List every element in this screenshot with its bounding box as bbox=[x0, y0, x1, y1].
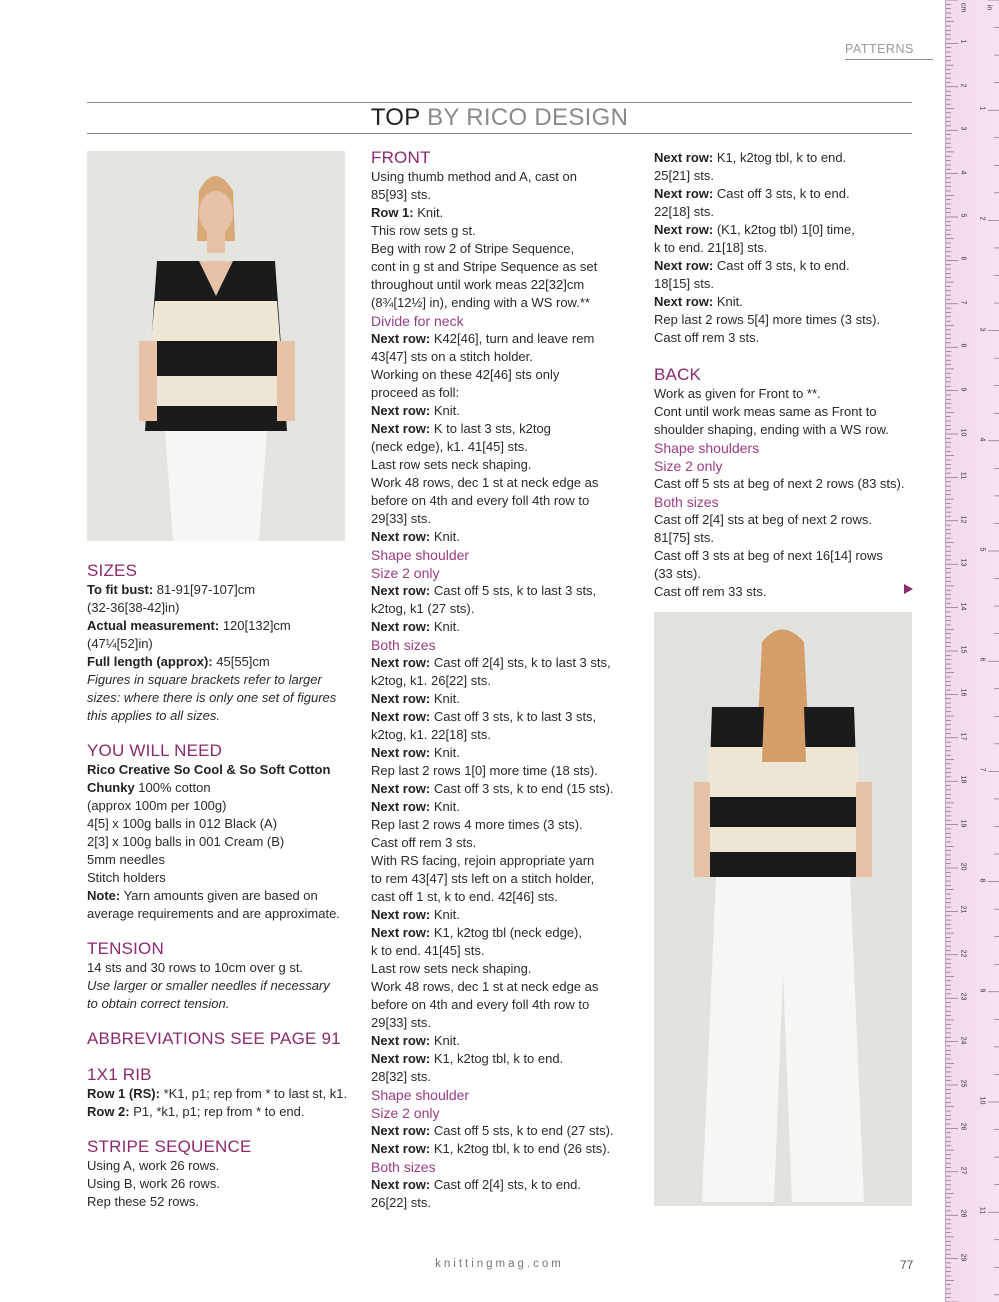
instruction-line: Next row: K42[46], turn and leave rem bbox=[371, 331, 595, 346]
instruction-line: Next row: (K1, k2tog tbl) 1[0] time, bbox=[654, 222, 855, 237]
instruction-line: to rem 43[47] sts left on a stitch holder, bbox=[371, 871, 595, 886]
back-line: Cont until work meas same as Front to bbox=[654, 404, 877, 419]
ruler-cm-number: 9 bbox=[959, 387, 967, 392]
instruction-line: Next row: Knit. bbox=[371, 745, 460, 760]
actual-measurement: Actual measurement: 120[132]cm bbox=[87, 618, 291, 633]
instruction-line: Next row: Cast off 3 sts, k to end (15 sts). bbox=[371, 781, 614, 796]
page-number: 77 bbox=[900, 1258, 914, 1272]
yarn-line-1: Rico Creative So Cool & So Soft Cotton bbox=[87, 762, 331, 777]
front-line: Row 1: Knit. bbox=[371, 205, 444, 220]
instruction-line: 28[32] sts. bbox=[371, 1069, 431, 1084]
yarn-line-4: 4[5] x 100g balls in 012 Black (A) bbox=[87, 816, 278, 831]
size-2-heading: Size 2 only bbox=[371, 565, 440, 581]
to-fit-bust: To fit bust: 81-91[97-107]cm bbox=[87, 582, 256, 597]
stitch-holders: Stitch holders bbox=[87, 870, 166, 885]
front-line: cont in g st and Stripe Sequence as set bbox=[371, 259, 598, 274]
instruction-line: Next row: Cast off 3 sts, k to end. bbox=[654, 258, 850, 273]
instruction-line: Rep last 2 rows 4 more times (3 sts). bbox=[371, 817, 583, 832]
instruction-line: Next row: K1, k2tog tbl, k to end (26 sts). bbox=[371, 1141, 611, 1156]
rib-heading: 1X1 RIB bbox=[87, 1065, 152, 1084]
instruction-line: Next row: Knit. bbox=[371, 691, 460, 706]
ruler-inch-number: 8 bbox=[978, 878, 986, 883]
ruler-inch-number: 4 bbox=[978, 437, 986, 442]
stripe-2: Using B, work 26 rows. bbox=[87, 1176, 220, 1191]
both-sizes-heading-3: Both sizes bbox=[654, 494, 719, 510]
instruction-line: 29[33] sts. bbox=[371, 1015, 431, 1030]
both-sizes-heading-2: Both sizes bbox=[371, 1159, 436, 1175]
ruler-cm-number: 18 bbox=[959, 775, 967, 784]
ruler-cm-number: 6 bbox=[959, 256, 967, 261]
instruction-line: Working on these 42[46] sts only bbox=[371, 367, 560, 382]
ruler-cm-number: 25 bbox=[959, 1079, 967, 1088]
instruction-line: k2tog, k1. 22[18] sts. bbox=[371, 727, 491, 742]
instruction-line: Next row: Cast off 5 sts, k to end (27 sts). bbox=[371, 1123, 614, 1138]
ruler-inch-number: 2 bbox=[978, 216, 986, 221]
title-part1: TOP bbox=[370, 104, 421, 131]
yarn-note: Note: Yarn amounts given are based on bbox=[87, 888, 318, 903]
instruction-line: Rep last 2 rows 1[0] more time (18 sts). bbox=[371, 763, 598, 778]
yarn-line-3: (approx 100m per 100g) bbox=[87, 798, 227, 813]
ruler-cm-number: 8 bbox=[959, 343, 967, 348]
abbreviations-heading: ABBREVIATIONS SEE PAGE 91 bbox=[87, 1029, 341, 1048]
ruler-cm-number: 26 bbox=[959, 1122, 967, 1131]
tension-1: 14 sts and 30 rows to 10cm over g st. bbox=[87, 960, 304, 975]
back-line: (33 sts). bbox=[654, 566, 701, 581]
column-3 bbox=[654, 149, 916, 601]
stripe-3: Rep these 52 rows. bbox=[87, 1194, 200, 1209]
instruction-line: (neck edge), k1. 41[45] sts. bbox=[371, 439, 528, 454]
yarn-line-2: Chunky 100% cotton bbox=[87, 780, 211, 795]
instruction-line: Next row: K to last 3 sts, k2tog bbox=[371, 421, 551, 436]
ruler-unit-in: in bbox=[985, 4, 993, 11]
tension-heading: TENSION bbox=[87, 939, 164, 958]
instruction-line: k to end. 21[18] sts. bbox=[654, 240, 768, 255]
instruction-line: Next row: Cast off 3 sts, k to last 3 sts, bbox=[371, 709, 597, 724]
yarn-note-2: average requirements and are approximate. bbox=[87, 906, 340, 921]
ruler-cm-number: 7 bbox=[959, 300, 967, 305]
back-line: Cast off 3 sts at beg of next 16[14] rows bbox=[654, 548, 883, 563]
instruction-line: Next row: Knit. bbox=[654, 294, 743, 309]
back-line: 81[75] sts. bbox=[654, 530, 714, 545]
size-2-heading-3: Size 2 only bbox=[654, 458, 723, 474]
instruction-line: k2tog, k1. 26[22] sts. bbox=[371, 673, 491, 688]
instruction-line: Next row: Cast off 3 sts, k to end. bbox=[654, 186, 850, 201]
shape-shoulder-heading: Shape shoulder bbox=[371, 547, 470, 563]
instruction-line: 29[33] sts. bbox=[371, 511, 431, 526]
figures-note-2: sizes: where there is only one set of figures bbox=[87, 690, 337, 705]
section-label: PATTERNS bbox=[845, 42, 933, 60]
title-rule-bottom bbox=[87, 133, 912, 134]
ruler-cm-number: 4 bbox=[959, 170, 967, 175]
ruler-inch-number: 10 bbox=[978, 1096, 986, 1105]
ruler-cm-number: 24 bbox=[959, 1036, 967, 1044]
ruler-inch-number: 1 bbox=[978, 106, 986, 111]
column-1 bbox=[87, 561, 349, 1211]
instruction-line: Next row: Knit. bbox=[371, 529, 460, 544]
front-line: 85[93] sts. bbox=[371, 187, 431, 202]
ruler-inch-number: 6 bbox=[978, 657, 986, 662]
continue-arrow-icon bbox=[904, 584, 913, 594]
instruction-line: 43[47] sts on a stitch holder. bbox=[371, 349, 533, 364]
back-line: shoulder shaping, ending with a WS row. bbox=[654, 422, 889, 437]
instruction-line: Work 48 rows, dec 1 st at neck edge as bbox=[371, 979, 599, 994]
front-line: Using thumb method and A, cast on bbox=[371, 169, 577, 184]
instruction-line: k to end. 41[45] sts. bbox=[371, 943, 485, 958]
ruler-cm-number: 17 bbox=[959, 732, 967, 741]
title-rule-top bbox=[87, 102, 912, 103]
instruction-line: before on 4th and every foll 4th row to bbox=[371, 493, 590, 508]
instruction-line: 18[15] sts. bbox=[654, 276, 714, 291]
rib-row-2: Row 2: P1, *k1, p1; rep from * to end. bbox=[87, 1104, 305, 1119]
page-title bbox=[87, 104, 912, 132]
shape-shoulder-heading-2: Shape shoulder bbox=[371, 1087, 470, 1103]
column-2 bbox=[371, 148, 633, 1212]
front-heading: FRONT bbox=[371, 148, 431, 167]
instruction-line: proceed as foll: bbox=[371, 385, 460, 400]
model-back-illustration bbox=[654, 612, 912, 1206]
stripe-heading: STRIPE SEQUENCE bbox=[87, 1137, 252, 1156]
instruction-line: With RS facing, rejoin appropriate yarn bbox=[371, 853, 595, 868]
back-line: Work as given for Front to **. bbox=[654, 386, 821, 401]
instruction-line: Cast off rem 3 sts. bbox=[371, 835, 477, 850]
ruler-inch-number: 11 bbox=[978, 1207, 986, 1215]
front-line: throughout until work meas 22[32]cm bbox=[371, 277, 585, 292]
instruction-line: Last row sets neck shaping. bbox=[371, 961, 532, 976]
ruler bbox=[945, 0, 999, 1302]
instruction-line: Next row: Knit. bbox=[371, 907, 460, 922]
instruction-line: 26[22] sts. bbox=[371, 1195, 431, 1210]
ruler-cm-number: 13 bbox=[959, 558, 967, 567]
instruction-line: 25[21] sts. bbox=[654, 168, 714, 183]
footer-url: knittingmag.com bbox=[435, 1258, 564, 1270]
back-line: Cast off 2[4] sts at beg of next 2 rows. bbox=[654, 512, 872, 527]
ruler-cm-number: 1 bbox=[959, 39, 967, 44]
needles: 5mm needles bbox=[87, 852, 166, 867]
ruler-cm-number: 23 bbox=[959, 992, 967, 1001]
ruler-cm-number: 21 bbox=[959, 905, 967, 914]
ruler-cm-number: 12 bbox=[959, 515, 967, 524]
front-line: Beg with row 2 of Stripe Sequence, bbox=[371, 241, 575, 256]
back-line: Cast off 5 sts at beg of next 2 rows (83 sts). bbox=[654, 476, 905, 491]
instruction-line: Rep last 2 rows 5[4] more times (3 sts). bbox=[654, 312, 881, 327]
ruler-cm-number: 2 bbox=[959, 83, 967, 88]
back-line: Cast off rem 33 sts. bbox=[654, 584, 767, 599]
instruction-line: Last row sets neck shaping. bbox=[371, 457, 532, 472]
instruction-line: Next row: K1, k2tog tbl, k to end. bbox=[654, 150, 847, 165]
ruler-unit-cm: cm bbox=[959, 2, 967, 13]
instruction-line: Next row: Knit. bbox=[371, 799, 460, 814]
instruction-line: before on 4th and every foll 4th row to bbox=[371, 997, 590, 1012]
full-length: Full length (approx): 45[55]cm bbox=[87, 654, 270, 669]
ruler-cm-number: 15 bbox=[959, 645, 967, 654]
shape-shoulders-heading: Shape shoulders bbox=[654, 440, 760, 456]
tension-3: to obtain correct tension. bbox=[87, 996, 230, 1011]
instruction-line: Next row: K1, k2tog tbl, k to end. bbox=[371, 1051, 564, 1066]
ruler-cm-number: 5 bbox=[959, 213, 967, 218]
instruction-line: Next row: Cast off 2[4] sts, k to end. bbox=[371, 1177, 582, 1192]
instruction-line: Next row: Knit. bbox=[371, 619, 460, 634]
ruler-cm-number: 16 bbox=[959, 688, 967, 697]
instruction-line: Work 48 rows, dec 1 st at neck edge as bbox=[371, 475, 599, 490]
instruction-line: Next row: Knit. bbox=[371, 403, 460, 418]
instruction-line: Cast off rem 3 sts. bbox=[654, 330, 760, 345]
instruction-line: cast off 1 st, k to end. 42[46] sts. bbox=[371, 889, 558, 904]
model-front-illustration bbox=[87, 151, 345, 541]
instruction-line: Next row: Cast off 5 sts, k to last 3 sts, bbox=[371, 583, 597, 598]
ruler-cm-number: 3 bbox=[959, 126, 967, 131]
ruler-inch-number: 9 bbox=[978, 988, 986, 993]
actual-measurement-in: (47¼[52]in) bbox=[87, 636, 153, 651]
stripe-1: Using A, work 26 rows. bbox=[87, 1158, 220, 1173]
ruler-cm-number: 14 bbox=[959, 602, 967, 610]
you-will-need-heading: YOU WILL NEED bbox=[87, 741, 223, 760]
ruler-cm-number: 11 bbox=[959, 472, 967, 480]
ruler-cm-number: 28 bbox=[959, 1209, 967, 1218]
back-heading: BACK bbox=[654, 365, 702, 384]
back-view-photo bbox=[654, 612, 912, 1206]
instruction-line: Next row: Cast off 2[4] sts, k to last 3 sts, bbox=[371, 655, 611, 670]
front-view-photo bbox=[87, 151, 345, 541]
divide-neck-heading: Divide for neck bbox=[371, 313, 464, 329]
rib-row-1: Row 1 (RS): *K1, p1; rep from * to last st, k1. bbox=[87, 1086, 348, 1101]
front-line: (8¾[12½] in), ending with a WS row.** bbox=[371, 295, 590, 310]
ruler-cm-number: 19 bbox=[959, 819, 967, 827]
figures-note-3: this applies to all sizes. bbox=[87, 708, 220, 723]
ruler-cm-number: 20 bbox=[959, 862, 967, 871]
yarn-line-5: 2[3] x 100g balls in 001 Cream (B) bbox=[87, 834, 285, 849]
instruction-line: Next row: Knit. bbox=[371, 1033, 460, 1048]
ruler-cm-number: 27 bbox=[959, 1166, 967, 1175]
instruction-line: k2tog, k1 (27 sts). bbox=[371, 601, 475, 616]
ruler-cm-number: 22 bbox=[959, 949, 967, 958]
figures-note: Figures in square brackets refer to larger bbox=[87, 672, 322, 687]
ruler-cm-number: 29 bbox=[959, 1253, 967, 1261]
both-sizes-heading: Both sizes bbox=[371, 637, 436, 653]
to-fit-bust-in: (32-36[38-42]in) bbox=[87, 600, 180, 615]
title-part2: BY RICO DESIGN bbox=[420, 104, 629, 131]
size-2-heading-2: Size 2 only bbox=[371, 1105, 440, 1121]
tension-2: Use larger or smaller needles if necessary bbox=[87, 978, 330, 993]
ruler-inch-number: 3 bbox=[978, 327, 986, 332]
ruler-inch-number: 7 bbox=[978, 767, 986, 772]
instruction-line: 22[18] sts. bbox=[654, 204, 714, 219]
front-line: This row sets g st. bbox=[371, 223, 476, 238]
instruction-line: Next row: K1, k2tog tbl (neck edge), bbox=[371, 925, 582, 940]
ruler-inch-number: 5 bbox=[978, 547, 986, 552]
ruler-cm-number: 10 bbox=[959, 428, 967, 437]
sizes-heading: SIZES bbox=[87, 561, 138, 580]
ruler-ticks bbox=[946, 0, 999, 1302]
